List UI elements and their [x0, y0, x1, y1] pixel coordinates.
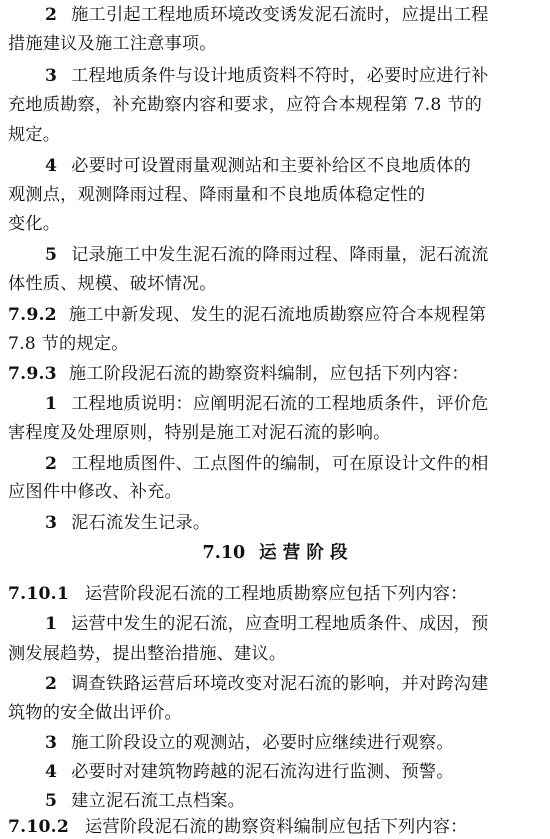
clause-number: 7.10.2 — [8, 817, 70, 837]
clause-number: 7.9.3 — [8, 364, 57, 384]
clause-7-9-3-line-1 — [0, 362, 550, 386]
item-2c-line-2: 筑物的安全做出评价。 — [8, 703, 182, 723]
item-text: 工程地质说明：应阐明泥石流的工程地质条件，评价危 — [71, 394, 489, 414]
item-number: 4 — [45, 156, 58, 176]
item-4-line-3: 变化。 — [8, 214, 61, 234]
clause-7-10-1-line-1 — [0, 582, 550, 606]
item-text: 工程地质条件与设计地质资料不符时，必要时应进行补 — [71, 66, 489, 86]
clause-7-10-2-line-1 — [0, 815, 550, 839]
item-3-line-1 — [0, 64, 550, 88]
clause-7-9-2-line-2: 7.8 节的规定。 — [8, 334, 129, 354]
item-3b-line-1 — [0, 511, 550, 535]
item-number: 4 — [45, 762, 58, 782]
item-text: 记录施工中发生泥石流的降雨过程、降雨量，泥石流流 — [71, 245, 489, 265]
item-number: 2 — [45, 454, 58, 474]
item-1-line-1 — [0, 392, 550, 416]
item-number: 5 — [45, 245, 58, 265]
item-2c-line-1 — [0, 672, 550, 696]
item-text: 泥石流发生记录。 — [71, 513, 211, 533]
item-1c-line-1 — [0, 612, 550, 636]
clause-number: 7.9.2 — [8, 305, 57, 325]
item-text: 运营中发生的泥石流，应查明工程地质条件、成因，预 — [71, 614, 489, 634]
clause-text: 施工阶段泥石流的勘察资料编制，应包括下列内容： — [68, 364, 469, 384]
item-text: 施工引起工程地质环境改变诱发泥石流时，应提出工程 — [71, 5, 489, 25]
item-number: 2 — [45, 5, 58, 25]
item-4-line-1 — [0, 154, 550, 178]
item-2-line-2: 措施建议及施工注意事项。 — [8, 34, 217, 54]
item-5c-line-1 — [0, 789, 550, 813]
clause-text: 施工中新发现、发生的泥石流地质勘察应符合本规程第 — [68, 305, 487, 325]
item-number: 3 — [45, 66, 58, 86]
item-2b-line-2: 应图件中修改、补充。 — [8, 482, 182, 502]
item-number: 1 — [45, 394, 58, 414]
item-4-line-2: 观测点，观测降雨过程、降雨量和不良地质体稳定性的 — [8, 185, 426, 205]
item-number: 5 — [45, 791, 58, 811]
item-3-line-3: 规定。 — [8, 125, 61, 145]
clause-7-9-2-line-1 — [0, 303, 550, 327]
item-1c-line-2: 测发展趋势，提出整治措施、建议。 — [8, 644, 287, 664]
section-number: 7.10 — [202, 543, 246, 563]
item-text: 必要时对建筑物跨越的泥石流沟进行监测、预警。 — [71, 762, 454, 782]
item-text: 调查铁路运营后环境改变对泥石流的影响，并对跨沟建 — [71, 674, 489, 694]
clause-number: 7.10.1 — [8, 584, 70, 604]
section-title: 运 营 阶 段 — [259, 543, 348, 563]
item-text: 工程地质图件、工点图件的编制，可在原设计文件的相 — [71, 454, 489, 474]
item-5-line-1 — [0, 243, 550, 267]
item-1-line-2: 害程度及处理原则，特别是施工对泥石流的影响。 — [8, 423, 391, 443]
item-2-line-1 — [0, 3, 550, 27]
item-4c-line-1 — [0, 760, 550, 784]
clause-text: 运营阶段泥石流的工程地质勘察应包括下列内容： — [85, 584, 468, 604]
item-2b-line-1 — [0, 452, 550, 476]
item-5-line-2: 体性质、规模、破坏情况。 — [8, 274, 217, 294]
item-text: 必要时可设置雨量观测站和主要补给区不良地质体的 — [71, 156, 472, 176]
section-heading — [0, 541, 550, 565]
item-number: 2 — [45, 674, 58, 694]
item-3-line-2: 充地质勘察，补充勘察内容和要求，应符合本规程第 7.8 节的 — [8, 95, 482, 115]
item-number: 3 — [45, 733, 58, 753]
item-number: 3 — [45, 513, 58, 533]
item-text: 施工阶段设立的观测站，必要时应继续进行观察。 — [71, 733, 454, 753]
item-3c-line-1 — [0, 731, 550, 755]
clause-text: 运营阶段泥石流的勘察资料编制应包括下列内容： — [85, 817, 468, 837]
item-number: 1 — [45, 614, 58, 634]
item-text: 建立泥石流工点档案。 — [71, 791, 246, 811]
